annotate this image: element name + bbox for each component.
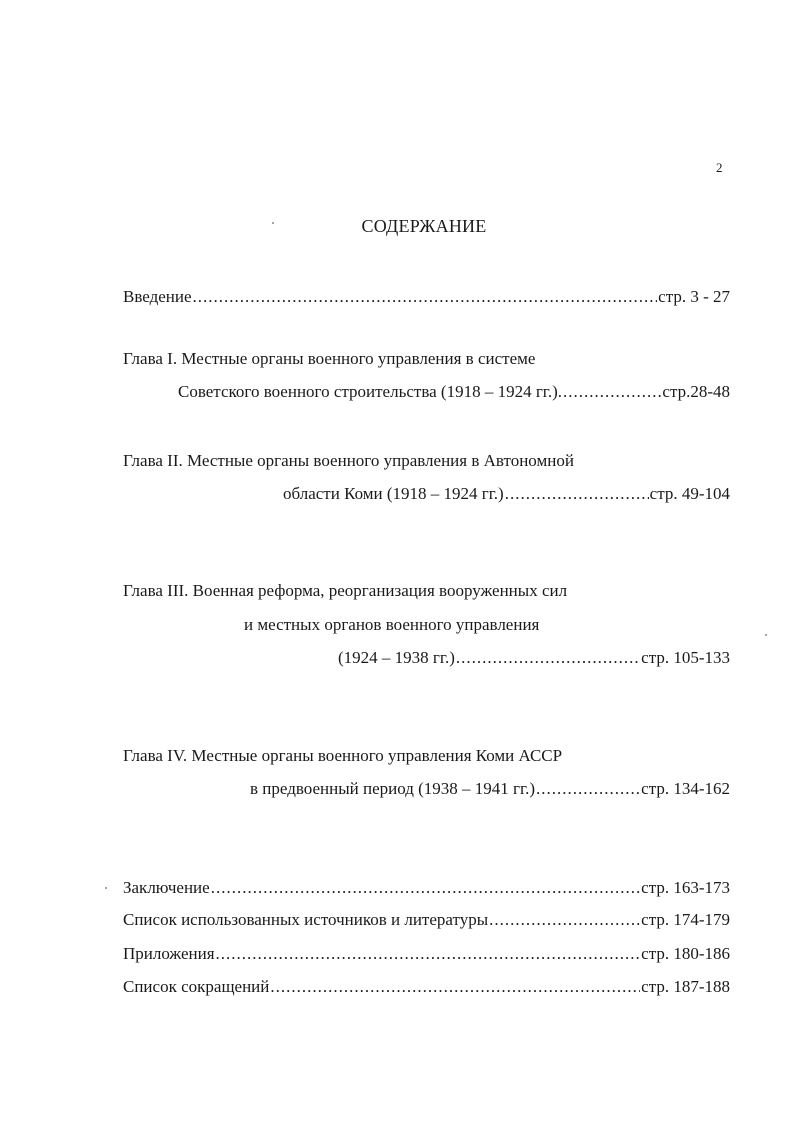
scan-speck	[765, 634, 767, 636]
toc-entry-chapter-1	[178, 381, 730, 403]
dot-leader	[563, 381, 661, 403]
scan-speck	[105, 887, 107, 889]
toc-entry-appendices	[123, 943, 730, 965]
dot-leader	[505, 483, 649, 505]
toc-entry-label: Список сокращений	[123, 977, 270, 996]
toc-entry-pages: стр. 3 - 27	[658, 287, 730, 306]
dot-leader	[270, 976, 640, 998]
page-title: СОДЕРЖАНИЕ	[361, 216, 487, 236]
toc-entry-label: Советского военного строительства (1918 – 1924 гг.).	[178, 382, 563, 401]
dot-leader	[211, 877, 640, 899]
toc-entry-label: Заключение	[123, 878, 210, 897]
toc-entry-label: (1924 – 1938 гг.)	[338, 648, 455, 667]
toc-entry-pages: стр. 163-173	[641, 878, 730, 897]
toc-entry-pages: стр. 187-188	[641, 977, 730, 996]
dot-leader	[193, 286, 658, 308]
dot-leader	[456, 647, 640, 669]
toc-entry-label: Введение	[123, 287, 192, 306]
toc-entry-chapter-2	[283, 483, 730, 505]
toc-entry-pages: стр. 180-186	[641, 944, 730, 963]
toc-entry-introduction	[123, 286, 730, 308]
toc-entry-label: в предвоенный период (1938 – 1941 гг.)	[250, 779, 535, 798]
toc-entry-pages: стр. 134-162	[641, 779, 730, 798]
scan-speck	[272, 222, 274, 224]
toc-entry-pages: стр. 49-104	[649, 484, 730, 503]
toc-entry-label: Список использованных источников и литературы	[123, 910, 489, 929]
toc-entry-conclusion	[123, 877, 730, 899]
toc-entry-label: Приложения	[123, 944, 215, 963]
dot-leader	[216, 943, 641, 965]
toc-entry-chapter-3	[338, 647, 730, 669]
toc-entry-abbreviations	[123, 976, 730, 998]
toc-entry-pages: стр.28-48	[662, 382, 730, 401]
chapter-4-title-line-1: Глава IV. Местные органы военного управления Коми АССР	[123, 746, 563, 765]
toc-entry-sources	[123, 909, 730, 931]
toc-entry-label: области Коми (1918 – 1924 гг.)	[283, 484, 504, 503]
toc-entry-chapter-4	[250, 778, 730, 800]
chapter-3-title-line-1: Глава III. Военная реформа, реорганизация вооруженных сил	[123, 581, 568, 600]
chapter-2-title-line-1: Глава II. Местные органы военного управления в Автономной	[123, 451, 574, 470]
dot-leader	[536, 778, 640, 800]
toc-entry-pages: стр. 105-133	[641, 648, 730, 667]
toc-entry-pages: стр. 174-179	[641, 910, 730, 929]
dot-leader	[489, 909, 640, 931]
chapter-3-title-line-2: и местных органов военного управления	[244, 615, 540, 634]
page-number: 2	[716, 160, 723, 175]
chapter-1-title-line-1: Глава I. Местные органы военного управления в системе	[123, 349, 536, 368]
